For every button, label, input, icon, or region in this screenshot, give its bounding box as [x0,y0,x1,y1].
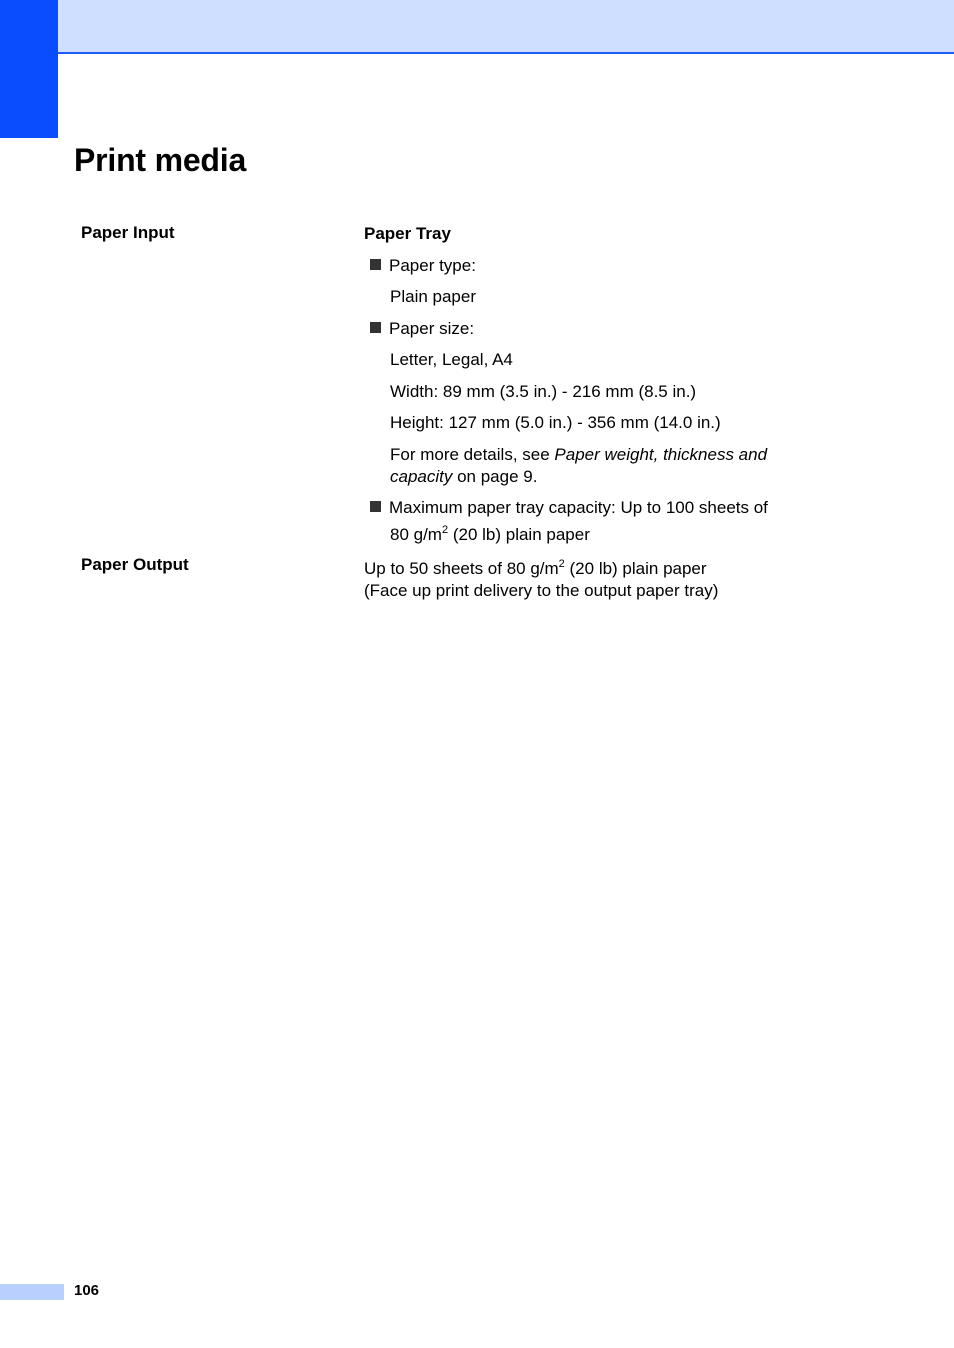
output-superscript: 2 [558,558,565,570]
capacity-line1: Maximum paper tray capacity: Up to 100 sheets of [389,498,768,517]
page-number: 106 [74,1282,100,1299]
output-line1-post: (20 lb) plain paper [564,559,707,578]
paper-size-values: Letter, Legal, A4 [390,350,513,369]
output-line2: (Face up print delivery to the output paper tray) [364,581,719,600]
paper-type-value: Plain paper [390,287,477,306]
capacity-line2-post: (20 lb) plain paper [448,525,590,544]
header-band [58,0,954,54]
bullet-square-icon [370,322,381,333]
capacity-line2 [390,524,810,546]
capacity-superscript: 2 [441,524,449,536]
bullet-square-icon [370,501,381,512]
paper-type-item [370,255,476,277]
paper-width: Width: 89 mm (3.5 in.) - 216 mm (8.5 in.) [390,382,697,401]
details-prefix: For more details, see [390,445,555,464]
paper-tray-title: Paper Tray [364,224,451,243]
capacity-line2-pre: 80 g/m [390,525,442,544]
footer-bar [0,1284,64,1300]
capacity-item [370,497,820,519]
paper-size-item [370,318,474,340]
paper-input-label: Paper Input [81,223,175,242]
paper-size-label: Paper size: [389,319,475,338]
chapter-tab-marker [0,0,58,138]
paper-output-label: Paper Output [81,555,189,574]
details-link-part1[interactable]: Paper weight, thickness and [554,445,768,464]
paper-type-label: Paper type: [389,256,476,275]
bullet-square-icon [370,259,381,270]
details-suffix: on page 9. [452,467,538,486]
paper-height: Height: 127 mm (5.0 in.) - 356 mm (14.0 in.) [390,413,721,432]
paper-output-text [364,558,814,602]
page-title: Print media [74,142,247,178]
output-line1-pre: Up to 50 sheets of 80 g/m [364,559,559,578]
details-link-part2[interactable]: capacity [390,467,453,486]
details-note [390,444,810,488]
